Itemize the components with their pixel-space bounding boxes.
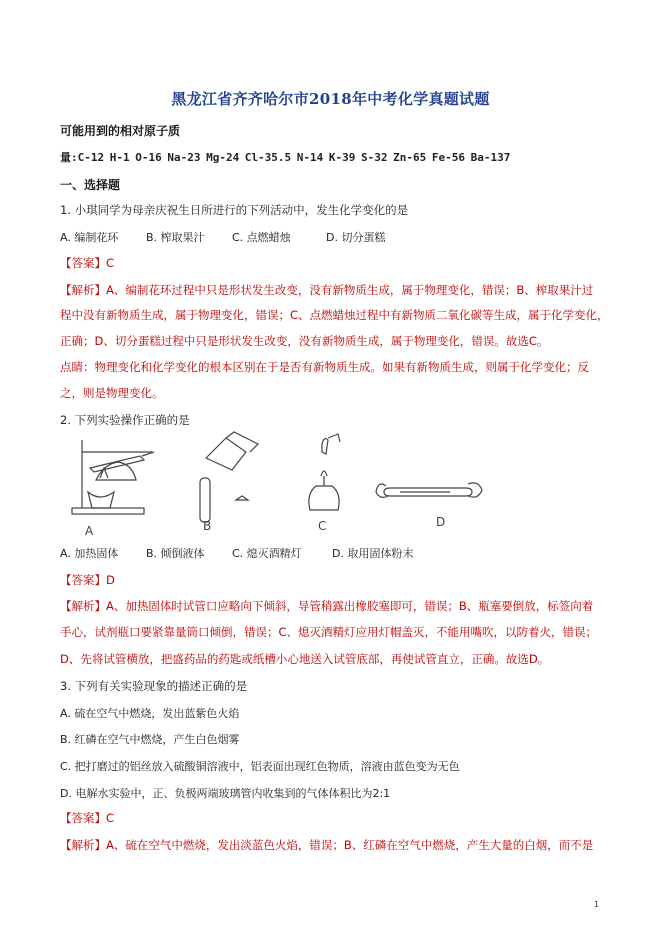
q2-option-b: B. 倾倒液体 xyxy=(146,547,205,560)
q2-option-a: A. 加热固体 xyxy=(60,547,119,560)
figure-d-taking-powder xyxy=(376,483,482,497)
question-1-answer: 【答案】C xyxy=(60,256,115,270)
question-1-analysis-line-1: 【解析】A、编制花环过程中只是形状发生改变，没有新物质生成，属于物理变化，错误；B、榨取果汁过 xyxy=(60,283,594,297)
page-title: 黑龙江省齐齐哈尔市2018年中考化学真题试题 xyxy=(171,90,490,108)
question-1-options xyxy=(60,229,385,245)
figure-b-pouring-liquid xyxy=(200,432,258,522)
page-number: 1 xyxy=(594,900,600,909)
q2-option-d: D. 取用固体粉末 xyxy=(332,547,414,560)
figure-label-b: B xyxy=(203,519,212,533)
question-2-analysis-line-3: D、先将试管横放，把盛药品的药匙或纸槽小心地送入试管底部，再使试管直立，正确。故选D。 xyxy=(60,652,550,666)
question-3-stem: 3. 下列有关实验现象的描述正确的是 xyxy=(60,679,248,693)
question-2-analysis-line-1: 【解析】A、加热固体时试管口应略向下倾斜，导管稍露出橡胶塞即可，错误；B、瓶塞要倒放，标签向着 xyxy=(60,599,594,613)
question-1-tip-line-2: 之，则是物理变化。 xyxy=(60,386,164,400)
question-1-analysis-line-3: 正确；D、切分蛋糕过程中只是形状发生改变，没有新物质生成，属于物理变化，错误。故选C。 xyxy=(60,334,549,348)
q3-option-d: D. 电解水实验中，正、负极两端玻璃管内收集到的气体体积比为2:1 xyxy=(60,787,391,800)
section-heading: 一、选择题 xyxy=(60,178,121,192)
q3-option-c: C. 把打磨过的铝丝放入硫酸铜溶液中，铝表面出现红色物质，溶液由蓝色变为无色 xyxy=(60,760,460,773)
question-2-options xyxy=(60,545,413,561)
question-1-stem: 1. 小琪同学为母亲庆祝生日所进行的下列活动中，发生化学变化的是 xyxy=(60,203,409,217)
q1-option-b: B. 榨取果汁 xyxy=(146,231,205,244)
q1-option-d: D. 切分蛋糕 xyxy=(326,231,386,244)
question-2-answer: 【答案】D xyxy=(60,573,115,587)
figure-label-c: C xyxy=(318,519,327,533)
atomic-mass-heading: 可能用到的相对原子质 xyxy=(60,124,181,138)
figure-c-extinguishing-lamp xyxy=(309,434,340,510)
figure-label-d: D xyxy=(436,515,446,529)
q1-option-c: C. 点燃蜡烛 xyxy=(232,231,291,244)
question-1-analysis-line-2: 程中没有新物质生成，属于物理变化，错误；C、点燃蜡烛过程中有新物质二氧化碳等生成，属于化学变化， xyxy=(60,308,609,322)
q1-option-a: A. 编制花环 xyxy=(60,231,119,244)
question-3-analysis-line-1: 【解析】A、硫在空气中燃烧，发出淡蓝色火焰，错误；B、红磷在空气中燃烧，产生大量的白烟，而不是 xyxy=(60,838,594,852)
question-2-stem: 2. 下列实验操作正确的是 xyxy=(60,413,190,427)
question-1-tip-line-1: 点睛：物理变化和化学变化的根本区别在于是否有新物质生成。如果有新物质生成，则属于化学变化；反 xyxy=(60,360,589,374)
q2-option-c: C. 熄灭酒精灯 xyxy=(232,547,302,560)
q3-option-b: B. 红磷在空气中燃烧，产生白色烟雾 xyxy=(60,733,240,746)
atomic-mass-values: 量:C-12 H-1 O-16 Na-23 Mg-24 Cl-35.5 N-14 K-39 S-32 Zn-65 Fe-56 Ba-137 xyxy=(60,151,511,164)
question-2-analysis-line-2: 手心，试剂瓶口要紧靠量筒口倾倒，错误；C、熄灭酒精灯应用灯帽盖灭，不能用嘴吹，以防着火，错误； xyxy=(60,625,598,639)
figure-a-heating-solid xyxy=(72,440,154,514)
experiment-figure xyxy=(60,430,500,538)
q3-option-a: A. 硫在空气中燃烧，发出蓝紫色火焰 xyxy=(60,707,240,720)
question-3-answer: 【答案】C xyxy=(60,811,115,825)
figure-label-a: A xyxy=(85,524,94,538)
